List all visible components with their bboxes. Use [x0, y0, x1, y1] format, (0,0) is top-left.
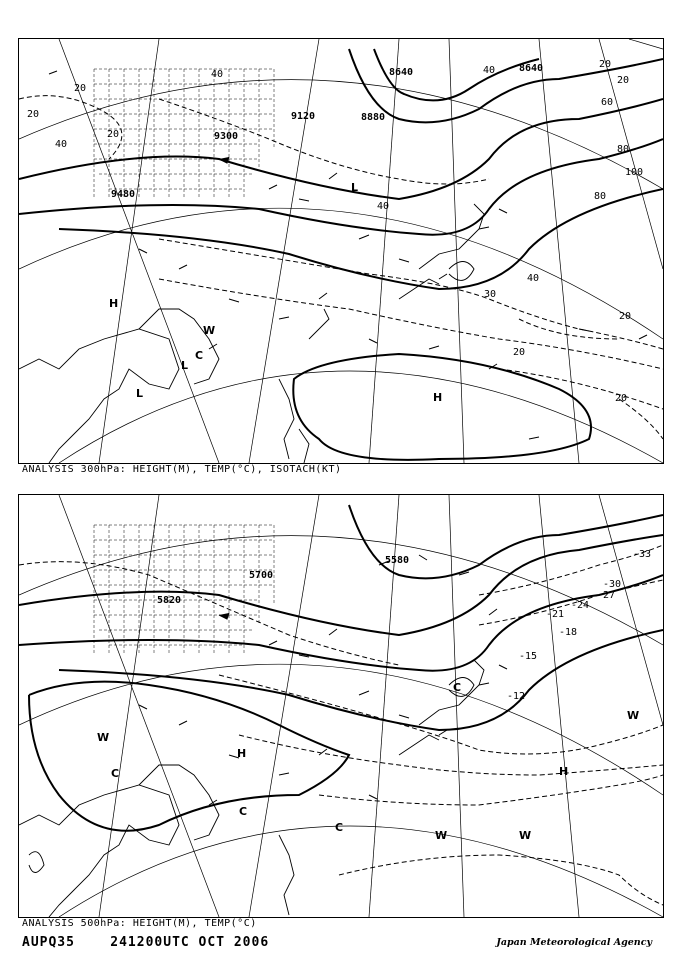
pressure-center: H — [559, 765, 569, 778]
isotach-label: 40 — [55, 139, 68, 150]
coastlines — [19, 204, 484, 463]
height-label: 8640 — [519, 63, 544, 74]
pressure-center: H — [237, 747, 247, 760]
isotach-label: 100 — [625, 167, 644, 178]
isotach-label: 40 — [527, 273, 540, 284]
height-contours — [19, 49, 663, 460]
pressure-center: C — [335, 821, 344, 834]
map-500hpa — [18, 494, 664, 918]
temperature-label: -21 — [546, 609, 565, 620]
height-label: 9300 — [214, 131, 239, 142]
isotach-label: 20 — [615, 393, 628, 404]
pressure-center: H — [433, 391, 443, 404]
pressure-center: C — [239, 805, 248, 818]
map-500hpa-canvas — [19, 495, 663, 917]
isotach-label: 20 — [619, 311, 632, 322]
height-labels — [157, 555, 409, 606]
temperature-label: -30 — [603, 579, 622, 590]
coastlines — [19, 660, 484, 917]
isotach-label: 20 — [599, 59, 612, 70]
graticule-meridians — [59, 495, 663, 917]
temperature-label: -24 — [571, 600, 590, 611]
graticule-meridians — [59, 39, 663, 463]
pressure-center: C — [111, 767, 120, 780]
height-label: 8640 — [389, 67, 414, 78]
wind-barbs — [49, 71, 647, 439]
valid-time: 241200UTC OCT 2006 — [110, 935, 270, 950]
map-300hpa-canvas — [19, 39, 663, 463]
pressure-center: W — [203, 324, 216, 337]
caption-500hpa: ANALYSIS 500hPa: HEIGHT(M), TEMP(°C) — [22, 918, 257, 929]
pressure-center: L — [351, 181, 359, 194]
isotach-label: 60 — [601, 97, 614, 108]
pressure-center: W — [435, 829, 448, 842]
isotach-label: 40 — [377, 201, 390, 212]
temperature-label: -15 — [519, 651, 538, 662]
isotach-label: 40 — [483, 65, 496, 76]
temperature-label: -27 — [597, 590, 616, 601]
isotach-label: 80 — [617, 144, 630, 155]
pressure-center: C — [453, 681, 462, 694]
height-label: 8880 — [361, 112, 386, 123]
isotach-label: 20 — [107, 129, 120, 140]
pressure-center: C — [195, 349, 204, 362]
height-label: 9480 — [111, 189, 136, 200]
chart-identifier — [22, 935, 269, 950]
pressure-centers — [97, 681, 639, 842]
pressure-center: H — [109, 297, 119, 310]
isotach-label: 30 — [484, 289, 497, 300]
pressure-center: W — [97, 731, 110, 744]
isotach-label: 80 — [594, 191, 607, 202]
pressure-center: W — [627, 709, 640, 722]
temperature-label: -18 — [559, 627, 578, 638]
pressure-center: L — [136, 387, 144, 400]
caption-300hpa: ANALYSIS 300hPa: HEIGHT(M), TEMP(°C), ISOTACH(KT) — [22, 464, 342, 475]
isotach-label: 20 — [617, 75, 630, 86]
isotach-label: 20 — [27, 109, 40, 120]
isotach-label: 20 — [513, 347, 526, 358]
isotherms — [19, 545, 663, 905]
height-label: 5820 — [157, 595, 182, 606]
agency-credit: Japan Meteorological Agency — [496, 937, 652, 948]
temperature-label: -33 — [633, 549, 652, 560]
pressure-center: W — [519, 829, 532, 842]
isotach-label: 20 — [74, 83, 87, 94]
height-label: 5700 — [249, 570, 274, 581]
height-label: 9120 — [291, 111, 316, 122]
pressure-center: L — [181, 359, 189, 372]
temperature-labels — [507, 549, 651, 702]
map-300hpa — [18, 38, 664, 464]
isotach-label: 40 — [211, 69, 224, 80]
product-code: AUPQ35 — [22, 935, 75, 950]
height-label: 5580 — [385, 555, 410, 566]
pressure-centers — [109, 181, 442, 404]
isotachs — [19, 96, 663, 439]
temperature-label: -12 — [507, 691, 526, 702]
